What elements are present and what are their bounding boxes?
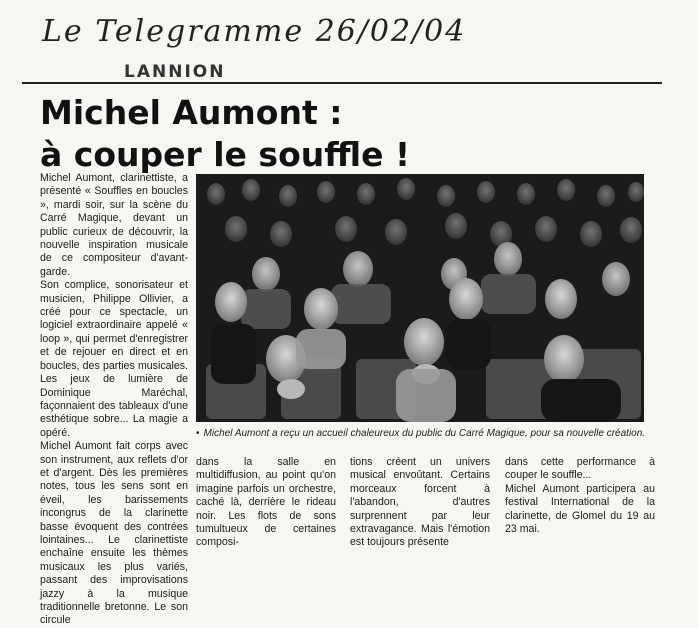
header-rule bbox=[22, 82, 662, 84]
article-column-3 bbox=[350, 456, 490, 550]
handwritten-note: Le Telegramme 26/02/04 bbox=[42, 14, 467, 49]
section-label: LANNION bbox=[124, 62, 226, 82]
caption-bullet: • bbox=[196, 428, 200, 439]
audience-photo-graphic bbox=[196, 174, 644, 422]
caption-text: Michel Aumont a reçu un accueil chaleureux du public du Carré Magique, pour sa nouvelle création. bbox=[203, 428, 646, 439]
article-column-2 bbox=[196, 456, 336, 550]
photo-caption bbox=[196, 428, 646, 439]
article-paragraph: dans cette performance à couper le souffle... bbox=[505, 456, 655, 482]
headline bbox=[40, 92, 660, 176]
audience-photo bbox=[196, 174, 644, 422]
article-paragraph: Michel Aumont, clarinettiste, a présenté « Souffles en boucles », mardi soir, sur la scène du Carré Magique, devant un public curieux de découvrir, la nouvelle inspiration musicale de ce compositeur d'avant-garde. bbox=[40, 172, 188, 278]
article-paragraph: Michel Aumont fait corps avec son instrument, aux reflets d'or et d'argent. Dès les premières notes, tous les sens sont en éveil, les barissements incongrus de la clarinette basse évoquent des contrées lointaines... Le clarinettiste enchaîne ensuite les thèmes musicaux les plus variés, passant des improvisations jazzy à la musique traditionnelle bretonne. Le son circule bbox=[40, 440, 188, 627]
article-column-4 bbox=[505, 456, 655, 536]
article-paragraph: Son complice, sonorisateur et musicien, Philippe Ollivier, a créé pour ce spectacle, un logiciel extraordinaire appelé « loop », qui permet d'enregistrer et de rejouer en direct et en boucles, des parties musicales. Les jeux de lumière de Dominique Maréchal, façonnaient des tableaux d'une esthétique sobre... La magie a opéré. bbox=[40, 279, 188, 439]
article-column-1 bbox=[40, 172, 188, 628]
article-paragraph: tions créent un univers musical envoûtant. Certains morceaux forcent à l'abandon, d'autres surprennent par leur extravagance. Mais l'émotion est toujours présente bbox=[350, 456, 490, 549]
article-paragraph: dans la salle en multidiffusion, au point qu'on imagine parfois un orchestre, caché là, derrière le rideau noir. Les flots de sons tumultueux de certaines composi- bbox=[196, 456, 336, 549]
article-paragraph: Michel Aumont participera au festival International de la clarinette, de Glomel du 19 au 23 mai. bbox=[505, 482, 655, 536]
headline-line-1: Michel Aumont : bbox=[40, 93, 343, 132]
headline-line-2: à couper le souffle ! bbox=[40, 135, 410, 174]
